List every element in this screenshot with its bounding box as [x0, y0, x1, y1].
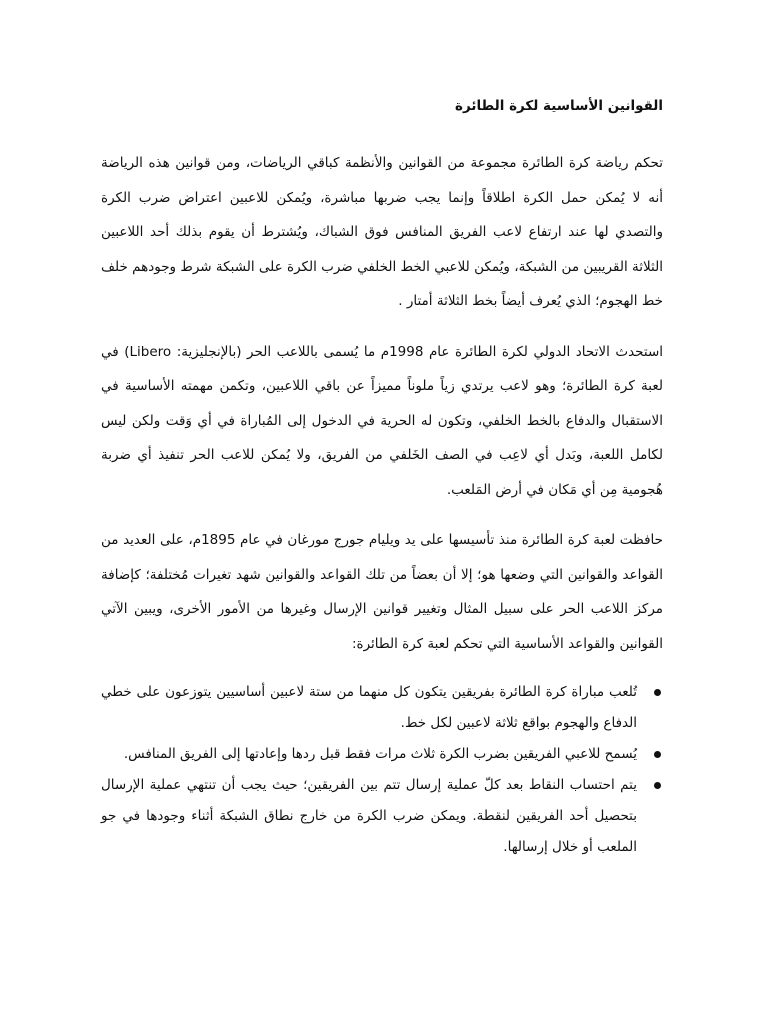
list-item-text: يتم احتساب النقاط بعد كلّ عملية إرسال تتم بين الفريقين؛ حيث يجب أن تنتهي عملية الإرسال بتحصيل أحد الفريقين لنقطة. ويمكن ضرب الكرة من خارج نطاق الشبكة أثناء وجودها في جو الملعب أو خلال إرسالها.	[101, 777, 637, 855]
document-page	[101, 96, 663, 863]
paragraph-history: حافظت لعبة كرة الطائرة منذ تأسيسها على يد ويليام جورج مورغان في عام 1895م، على العديد من القواعد والقوانين التي وضعها هو؛ إلا أن بعضاً من تلك القواعد والقوانين شهد تغيرات مُختلفة؛ كإضافة مركز اللاعب الحر على سبيل المثال وتغيير قوانين الإرسال وغيرها من الأمور الأخرى، ويبين الآتي القوانين والقواعد الأساسية التي تحكم لعبة كرة الطائرة:	[101, 532, 663, 652]
list-item	[101, 770, 663, 863]
list-item-text: يُسمح للاعبي الفريقين بضرب الكرة ثلاث مرات فقط قبل ردها وإعادتها إلى الفريق المنافس.	[123, 746, 637, 762]
rules-bullet-list	[101, 677, 663, 863]
list-item	[101, 677, 663, 739]
document-title: القوانين الأساسية لكرة الطائرة	[455, 98, 663, 114]
paragraph-libero: استحدث الاتحاد الدولي لكرة الطائرة عام 1998م ما يُسمى باللاعب الحر (بالإنجليزية: Libero) في لعبة كرة الطائرة؛ وهو لاعب يرتدي زياً ملوناً مميزاً عن باقي اللاعبين، وتكمن مهمته الأساسية في الاستقبال والدفاع بالخط الخلفي، وتكون له الحرية في الدخول إلى المُباراة في أي وَقت ولكن ليس لكامل اللعبة، وبَدل أي لاعِب في الصف الخَلفي من الفريق، ولا يُمكن للاعب الحر تنفيذ أي ضربة هُجومية مِن أي مَكان في أرض المَلعب.	[101, 343, 663, 498]
bullet-dot-icon	[654, 689, 661, 696]
paragraph-rules-intro: تحكم رياضة كرة الطائرة مجموعة من القوانين والأنظمة كباقي الرياضات، ومن قوانين هذه الرياضة أنه لا يُمكن حمل الكرة اطلاقاً وإنما يجب ضربها مباشرة، ويُمكن للاعبين اعتراض ضرب الكرة والتصدي لها عند ارتفاع لاعب الفريق المنافس فوق الشباك، ويُشترط أن يقوم بذلك أحد اللاعبين الثلاثة القريبين من الشبكة، ويُمكن للاعبي الخط الخلفي ضرب الكرة على الشبكة شرط وجودهم خلف خط الهجوم؛ الذي يُعرف أيضاً بخط الثلاثة أمتار .	[101, 155, 663, 309]
bullet-dot-icon	[654, 751, 661, 758]
list-item-text: تُلعب مباراة كرة الطائرة بفريقين يتكون كل منهما من ستة لاعبين أساسيين يتوزعون على خطي الدفاع والهجوم بواقع ثلاثة لاعبين لكل خط.	[101, 684, 637, 731]
list-item	[101, 739, 663, 770]
bullet-dot-icon	[654, 782, 661, 789]
